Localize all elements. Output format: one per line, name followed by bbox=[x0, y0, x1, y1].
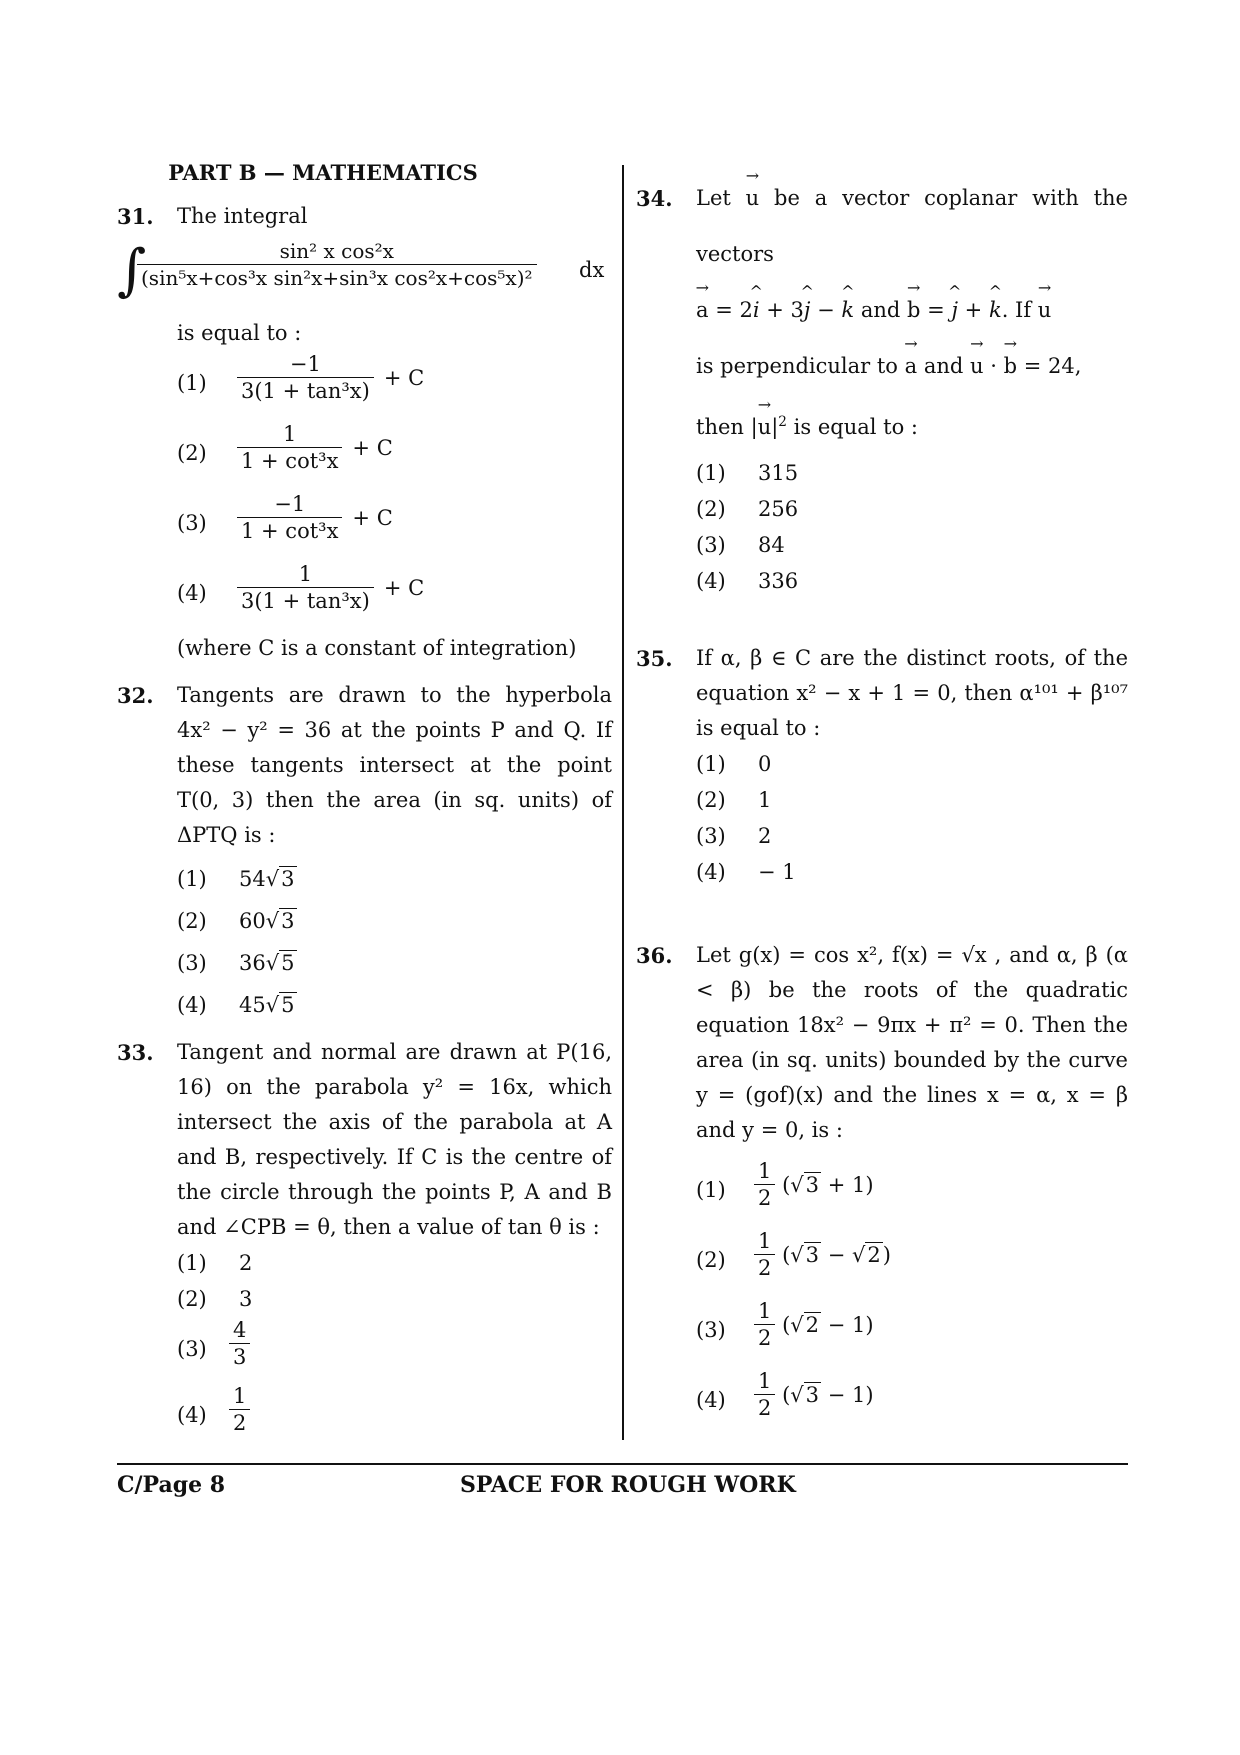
fraction-denominator: 1 + cot³x bbox=[237, 447, 342, 474]
text-then: then bbox=[696, 415, 744, 439]
question-31 bbox=[117, 199, 612, 234]
text-minus: − bbox=[817, 298, 835, 322]
option-label: (2) bbox=[177, 441, 207, 465]
integral-sign-icon: ∫ bbox=[117, 238, 147, 303]
question-text: Tangent and normal are drawn at P(16, 16) on the parabola y² = 16x, which intersect the axis of the parabola at A and B, respectively. If C is the centre of the circle through the points P, A and B and ∠CPB = θ, then a value of tan θ is : bbox=[177, 1040, 612, 1239]
option-34-2[interactable] bbox=[696, 491, 1128, 527]
option-value: 1 bbox=[758, 788, 772, 812]
operator: + bbox=[827, 1172, 846, 1197]
question-number: 33. bbox=[117, 1040, 154, 1065]
option-33-2[interactable] bbox=[177, 1281, 612, 1317]
is-equal-text: is equal to : bbox=[177, 321, 302, 345]
question-text: Let → u be a vector coplanar with the vectors → a = 2^ i + 3^ j − ^ k and → b = ^ j + ^ k. If → u is perpendicular to → a and → u · → b = 24, then |→ $u|^2$ is equal to : bbox=[696, 170, 1128, 455]
option-label: (3) bbox=[177, 951, 207, 975]
vector-u: → u bbox=[1038, 282, 1052, 338]
fraction-denominator: 2 bbox=[754, 1184, 775, 1211]
option-expression: (√3 − 1) bbox=[782, 1382, 874, 1407]
right-column bbox=[636, 170, 1128, 1438]
option-fraction bbox=[237, 421, 342, 474]
option-radicand: 3 bbox=[281, 909, 295, 933]
text-and: and bbox=[860, 298, 901, 322]
fraction-numerator: 1 bbox=[758, 1369, 772, 1393]
unit-k: ^ k bbox=[841, 282, 854, 338]
left-column bbox=[117, 160, 612, 1449]
option-label: (2) bbox=[696, 788, 726, 812]
text-coplanar: be a vector coplanar with the vectors bbox=[696, 186, 1128, 266]
operator: − bbox=[827, 1242, 846, 1267]
fraction-numerator: 4 bbox=[233, 1318, 247, 1342]
fraction-denominator: 1 + cot³x bbox=[237, 517, 342, 544]
radicand-2: 2 bbox=[867, 1242, 881, 1267]
fraction-numerator: 1 bbox=[298, 562, 313, 586]
option-label: (3) bbox=[696, 533, 726, 557]
option-36-4[interactable] bbox=[696, 1368, 1128, 1438]
option-31-3[interactable] bbox=[177, 491, 612, 561]
fraction-denominator: 3(1 + tan³x) bbox=[237, 377, 374, 404]
option-33-4[interactable] bbox=[177, 1383, 612, 1449]
vector-u: → u bbox=[758, 399, 772, 455]
text-plus3: + 3 bbox=[766, 298, 804, 322]
option-34-4[interactable] bbox=[696, 563, 1128, 599]
option-coefficient: 45 bbox=[239, 993, 266, 1017]
fraction-numerator: 1 bbox=[758, 1299, 772, 1323]
text-if: . If bbox=[1001, 298, 1032, 322]
option-expression: (√2 − 1) bbox=[782, 1312, 874, 1337]
option-coefficient: 54 bbox=[239, 867, 266, 891]
option-value: 315 bbox=[758, 461, 799, 485]
option-value: 2 bbox=[758, 824, 772, 848]
option-32-1[interactable]: (1) 54√3 bbox=[177, 861, 612, 897]
column-divider bbox=[622, 165, 624, 1440]
option-fraction bbox=[237, 351, 374, 404]
question-intro: The integral bbox=[177, 204, 308, 228]
text-eq24: = 24, bbox=[1023, 354, 1082, 378]
option-value: 2 bbox=[239, 1251, 253, 1275]
operator: − bbox=[827, 1312, 846, 1337]
rough-work-label: SPACE FOR ROUGH WORK bbox=[460, 1472, 796, 1498]
option-label: (1) bbox=[696, 461, 726, 485]
text-and: and bbox=[923, 354, 964, 378]
option-34-1[interactable] bbox=[696, 455, 1128, 491]
fraction-numerator: −1 bbox=[274, 492, 306, 516]
option-label: (3) bbox=[696, 824, 726, 848]
option-35-2[interactable] bbox=[696, 782, 1128, 818]
question-number: 32. bbox=[117, 683, 154, 708]
option-value: − 1 bbox=[758, 860, 796, 884]
half-fraction bbox=[754, 1298, 775, 1351]
option-label: (1) bbox=[177, 1251, 207, 1275]
option-radicand: 3 bbox=[281, 867, 295, 891]
option-value: 336 bbox=[758, 569, 799, 593]
option-33-3[interactable] bbox=[177, 1317, 612, 1383]
integral-dx: dx bbox=[579, 258, 605, 282]
plus-constant: + C bbox=[352, 435, 393, 460]
question-number: 34. bbox=[636, 186, 673, 211]
option-label: (1) bbox=[696, 752, 726, 776]
question-33 bbox=[117, 1035, 612, 1245]
constant-note: (where C is a constant of integration) bbox=[177, 636, 577, 660]
term-2: 1 bbox=[852, 1172, 866, 1197]
footer-rule bbox=[117, 1463, 1128, 1465]
option-value: 0 bbox=[758, 752, 772, 776]
option-34-3[interactable] bbox=[696, 527, 1128, 563]
question-text: Tangents are drawn to the hyperbola 4x² − y² = 36 at the points P and Q. If these tangents intersect at the point T(0, 3) then the area (in sq. units) of ΔPTQ is : bbox=[177, 683, 612, 847]
option-expression: (√3 − √2) bbox=[782, 1242, 891, 1267]
question-35 bbox=[636, 641, 1128, 746]
option-label: (4) bbox=[696, 860, 726, 884]
option-label: (2) bbox=[177, 1287, 207, 1311]
text-eq: = bbox=[927, 298, 945, 322]
option-label: (4) bbox=[177, 581, 207, 605]
unit-j: ^ j bbox=[804, 282, 811, 338]
unit-j: ^ j bbox=[951, 282, 958, 338]
question-31-note bbox=[117, 631, 612, 666]
option-36-1[interactable] bbox=[696, 1158, 1128, 1228]
option-label: (4) bbox=[696, 569, 726, 593]
fraction-numerator: −1 bbox=[289, 352, 321, 376]
plus-constant: + C bbox=[383, 575, 425, 600]
plus-constant: + C bbox=[383, 365, 425, 390]
integral-numerator: sin² x cos²x bbox=[279, 239, 394, 263]
vector-u: → u bbox=[970, 338, 984, 394]
unit-k: ^ k bbox=[989, 282, 1002, 338]
option-36-3[interactable] bbox=[696, 1298, 1128, 1368]
integral-fraction bbox=[137, 238, 537, 291]
plus-constant: + C bbox=[352, 505, 393, 530]
option-fraction bbox=[237, 561, 374, 614]
option-value: 84 bbox=[758, 533, 785, 557]
integral-denominator: (sin⁵x+cos³x sin²x+sin³x cos²x+cos⁵x)² bbox=[137, 264, 537, 291]
vector-a: → a bbox=[696, 282, 709, 338]
half-fraction bbox=[754, 1368, 775, 1421]
option-35-1[interactable] bbox=[696, 746, 1128, 782]
text-eq: = 2 bbox=[715, 298, 753, 322]
radicand-1: 3 bbox=[805, 1172, 820, 1197]
vector-b: → b bbox=[907, 282, 920, 338]
option-label: (3) bbox=[696, 1318, 726, 1342]
fraction-denominator: 2 bbox=[754, 1254, 775, 1281]
option-32-2[interactable]: (2) 60√3 bbox=[177, 903, 612, 939]
option-label: (2) bbox=[696, 1248, 726, 1272]
question-number: 36. bbox=[636, 943, 673, 968]
term-2: 1 bbox=[852, 1312, 866, 1337]
option-coefficient: 36 bbox=[239, 951, 266, 975]
option-value: 256 bbox=[758, 497, 799, 521]
fraction-numerator: 1 bbox=[283, 422, 297, 446]
question-number: 31. bbox=[117, 204, 154, 229]
fraction-denominator: 2 bbox=[229, 1409, 250, 1436]
text-dot: · bbox=[990, 354, 997, 378]
option-label: (2) bbox=[696, 497, 726, 521]
question-32 bbox=[117, 678, 612, 853]
text-perpendicular: is perpendicular to bbox=[696, 354, 898, 378]
option-expression: (√3 + 1) bbox=[782, 1172, 874, 1197]
fraction-denominator: 3(1 + tan³x) bbox=[237, 587, 374, 614]
question-34 bbox=[636, 170, 1128, 455]
option-coefficient: 60 bbox=[239, 909, 266, 933]
option-fraction bbox=[229, 1317, 250, 1370]
option-label: (3) bbox=[177, 1337, 207, 1361]
fraction-numerator: 1 bbox=[233, 1384, 247, 1408]
vector-b: → b bbox=[1004, 338, 1017, 394]
fraction-denominator: 2 bbox=[754, 1394, 775, 1421]
option-fraction bbox=[237, 491, 342, 544]
radicand-1: 2 bbox=[805, 1312, 820, 1337]
option-35-3[interactable] bbox=[696, 818, 1128, 854]
question-text: If α, β ∈ C are the distinct roots, of the equation x² − x + 1 = 0, then α¹⁰¹ + β¹⁰⁷ is equal to : bbox=[696, 646, 1128, 740]
question-31-prompt bbox=[117, 316, 612, 351]
operator: − bbox=[827, 1382, 846, 1407]
vector-a: → a bbox=[905, 338, 918, 394]
option-label: (4) bbox=[177, 1403, 207, 1427]
half-fraction bbox=[754, 1228, 775, 1281]
option-label: (4) bbox=[177, 993, 207, 1017]
question-number: 35. bbox=[636, 646, 673, 671]
option-label: (4) bbox=[696, 1388, 726, 1412]
radicand-1: 3 bbox=[805, 1382, 820, 1407]
text-plus: + bbox=[964, 298, 983, 322]
option-36-2[interactable] bbox=[696, 1228, 1128, 1298]
option-label: (1) bbox=[696, 1178, 726, 1202]
option-radicand: 5 bbox=[281, 951, 295, 975]
term-2: 1 bbox=[852, 1382, 866, 1407]
text-let: Let bbox=[696, 186, 731, 210]
option-32-3[interactable]: (3) 36√5 bbox=[177, 945, 612, 981]
option-radicand: 5 bbox=[281, 993, 295, 1017]
radicand-1: 3 bbox=[805, 1242, 820, 1267]
exponent: 2 bbox=[778, 414, 787, 430]
option-label: (3) bbox=[177, 511, 207, 535]
option-label: (2) bbox=[177, 909, 207, 933]
fraction-numerator: 1 bbox=[758, 1159, 772, 1183]
option-fraction bbox=[229, 1383, 250, 1436]
page-number: C/Page 8 bbox=[117, 1472, 226, 1498]
option-value: 3 bbox=[239, 1287, 253, 1311]
option-33-1[interactable] bbox=[177, 1245, 612, 1281]
fraction-denominator: 2 bbox=[754, 1324, 775, 1351]
unit-i: ^ i bbox=[753, 282, 760, 338]
fraction-numerator: 1 bbox=[758, 1229, 772, 1253]
option-31-2[interactable] bbox=[177, 421, 612, 491]
option-31-1[interactable] bbox=[177, 351, 612, 421]
option-label: (1) bbox=[177, 371, 207, 395]
option-31-4[interactable] bbox=[177, 561, 612, 631]
half-fraction bbox=[754, 1158, 775, 1211]
option-label: (1) bbox=[177, 867, 207, 891]
option-35-4[interactable] bbox=[696, 854, 1128, 890]
question-text: Let g(x) = cos x², f(x) = √x , and α, β (α < β) be the roots of the quadratic equation 18x² − 9πx + π² = 0. Then the area (in sq. units) bounded by the curve y = (gof)(x) and the lines x = α, x = β and y = 0, is : bbox=[696, 943, 1128, 1142]
fraction-denominator: 3 bbox=[229, 1343, 250, 1370]
option-32-4[interactable]: (4) 45√5 bbox=[177, 987, 612, 1023]
integral-expression bbox=[117, 236, 612, 316]
part-title: PART B — MATHEMATICS bbox=[168, 160, 478, 185]
question-36 bbox=[636, 938, 1128, 1148]
is-equal-text: is equal to : bbox=[793, 415, 918, 439]
vector-u: → u bbox=[746, 170, 760, 226]
